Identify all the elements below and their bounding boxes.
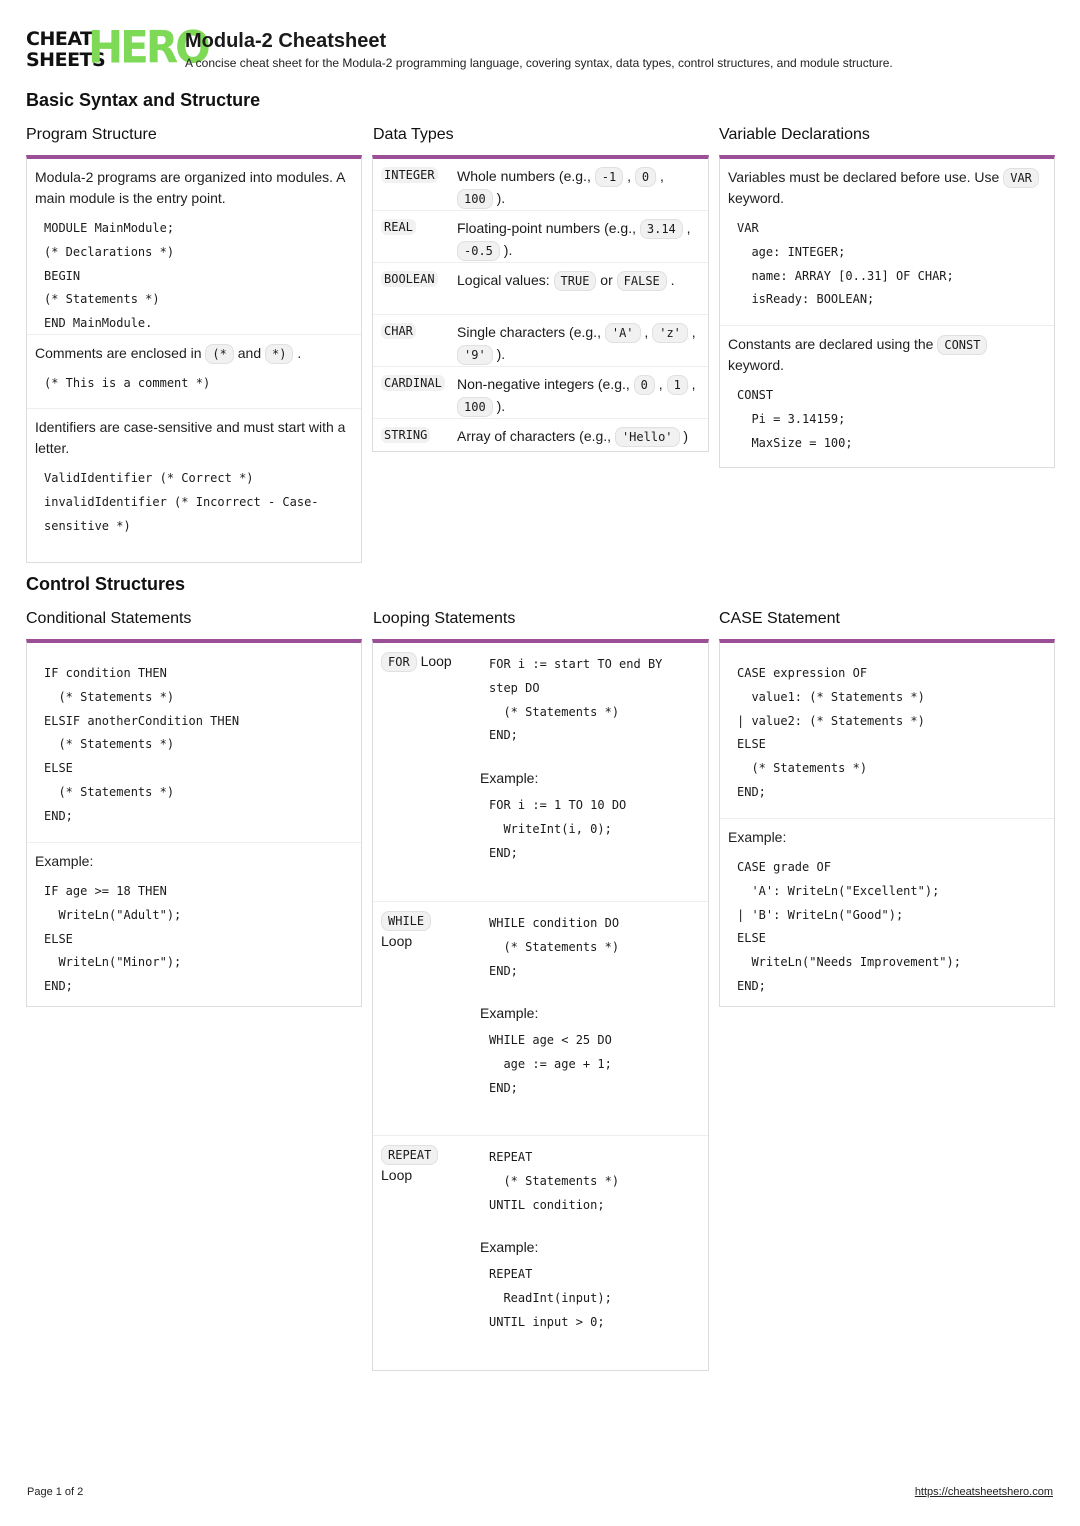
loop-key-repeat: REPEAT Loop xyxy=(381,1144,480,1335)
data-type-key-cardinal: CARDINAL xyxy=(381,373,457,414)
loop-body-repeat xyxy=(480,1144,700,1335)
conditional-example-label: Example: xyxy=(35,853,94,869)
code-var-declaration: VAR age: INTEGER; name: ARRAY [0..31] OF CHAR; isReady: BOOLEAN; xyxy=(737,221,954,307)
code-if-syntax: IF condition THEN (* Statements *) ELSIF anotherCondition THEN (* Statements *) ELSE (* Statements *) END; xyxy=(44,666,240,823)
logo-line-cheat: CHEAT xyxy=(26,28,93,50)
code-repeat-example: REPEAT ReadInt(input); UNTIL input > 0; xyxy=(489,1267,612,1329)
const-text: Constants are declared using the CONST keyword. xyxy=(728,334,1046,376)
loop-body-for xyxy=(480,651,700,891)
data-type-row-real xyxy=(373,211,708,263)
loop-row-repeat xyxy=(373,1136,708,1345)
code-while-example: WHILE age < 25 DO age := age + 1; END; xyxy=(489,1033,612,1095)
variables-row-var xyxy=(720,159,1054,326)
card-case xyxy=(719,639,1055,1007)
code-if-example: IF age >= 18 THEN WriteLn("Adult"); ELSE WriteLn("Minor"); END; xyxy=(44,884,182,994)
loop-key-for: FOR Loop xyxy=(381,651,480,891)
loop-body-while xyxy=(480,910,700,1125)
code-const-declaration: CONST Pi = 3.14159; MaxSize = 100; xyxy=(737,388,853,450)
section-title-basic: Basic Syntax and Structure xyxy=(26,90,261,110)
var-text: Variables must be declared before use. Use VAR keyword. xyxy=(728,167,1046,209)
case-example-label: Example: xyxy=(728,829,787,845)
identifiers-text: Identifiers are case-sensitive and must start with a letter. xyxy=(35,419,346,456)
code-repeat-syntax: REPEAT (* Statements *) UNTIL condition; xyxy=(489,1150,620,1212)
code-case-example: CASE grade OF 'A': WriteLn("Excellent"); | 'B': WriteLn("Good"); ELSE WriteLn("Needs Improvement"); END; xyxy=(737,860,961,993)
page-number: Page 1 of 2 xyxy=(27,1486,84,1498)
loop-row-for xyxy=(373,643,708,902)
data-type-desc-string: Array of characters (e.g., 'Hello' ) xyxy=(457,425,700,447)
case-row-syntax xyxy=(720,643,1054,819)
conditional-row-syntax xyxy=(27,643,361,843)
card-looping xyxy=(372,639,709,1371)
data-type-desc-integer: Whole numbers (e.g., -1 , 0 , 100 ). xyxy=(457,165,700,206)
cheatsheets-hero-logo[interactable] xyxy=(26,21,208,74)
card-program-structure xyxy=(26,155,362,563)
while-example-label: Example: xyxy=(480,1005,539,1022)
data-type-key-real: REAL xyxy=(381,217,457,258)
data-type-key-string: STRING xyxy=(381,425,457,447)
var-chip: VAR xyxy=(1003,168,1039,188)
comment-close-chip: *) xyxy=(265,344,293,364)
data-type-row-cardinal xyxy=(373,367,708,419)
logo-hero: HERO xyxy=(88,21,208,74)
data-type-key-integer: INTEGER xyxy=(381,165,457,206)
data-type-row-char xyxy=(373,315,708,367)
data-type-desc-boolean: Logical values: TRUE or FALSE . xyxy=(457,269,700,310)
card-data-types xyxy=(372,155,709,452)
data-type-row-boolean xyxy=(373,263,708,315)
for-example-label: Example: xyxy=(480,770,539,787)
repeat-example-label: Example: xyxy=(480,1239,539,1256)
conditional-row-example xyxy=(27,843,361,1007)
card-title-program-structure: Program Structure xyxy=(26,126,157,143)
program-structure-row-identifiers xyxy=(27,409,361,546)
footer-link[interactable]: https://cheatsheetshero.com xyxy=(914,1486,1053,1498)
code-comment-example: (* This is a comment *) xyxy=(44,376,211,390)
card-title-variable-declarations: Variable Declarations xyxy=(719,126,870,143)
page-title: Modula-2 Cheatsheet xyxy=(185,30,387,52)
code-main-module: MODULE MainModule; (* Declarations *) BEGIN (* Statements *) END MainModule. xyxy=(44,221,175,331)
data-type-key-char: CHAR xyxy=(381,321,457,362)
data-type-desc-cardinal: Non-negative integers (e.g., 0 , 1 , 100 ). xyxy=(457,373,700,414)
loop-row-while xyxy=(373,902,708,1136)
page-subtitle: A concise cheat sheet for the Modula-2 programming language, covering syntax, data types, control structures, and module structure. xyxy=(185,56,893,70)
code-case-syntax: CASE expression OF value1: (* Statements *) | value2: (* Statements *) ELSE (* Statements *) END; xyxy=(737,666,925,799)
variables-row-const xyxy=(720,326,1054,463)
card-conditional xyxy=(26,639,362,1007)
comment-open-chip: (* xyxy=(205,344,233,364)
program-structure-row-modules xyxy=(27,159,361,335)
data-type-desc-char: Single characters (e.g., 'A' , 'z' , '9' ). xyxy=(457,321,700,362)
card-title-looping: Looping Statements xyxy=(373,610,516,627)
section-title-control: Control Structures xyxy=(26,574,186,594)
data-type-key-boolean: BOOLEAN xyxy=(381,269,457,310)
loop-key-while: WHILE Loop xyxy=(381,910,480,1125)
comments-text: Comments are enclosed in (* and *) . xyxy=(35,343,353,364)
code-for-example: FOR i := 1 TO 10 DO WriteInt(i, 0); END; xyxy=(489,798,627,860)
logo-line-sheets: SHEETS xyxy=(26,49,106,71)
const-chip: CONST xyxy=(937,335,987,355)
card-title-conditional: Conditional Statements xyxy=(26,610,192,627)
code-for-syntax: FOR i := start TO end BY step DO (* Statements *) END; xyxy=(489,657,663,743)
case-row-example xyxy=(720,819,1054,1007)
card-title-data-types: Data Types xyxy=(373,126,454,143)
program-structure-text: Modula-2 programs are organized into modules. A main module is the entry point. xyxy=(35,169,345,206)
data-type-row-string xyxy=(373,419,708,451)
code-identifiers: ValidIdentifier (* Correct *) invalidIdentifier (* Incorrect - Case- sensitive *) xyxy=(44,471,319,533)
data-type-row-integer xyxy=(373,159,708,211)
card-title-case: CASE Statement xyxy=(719,610,840,627)
data-type-desc-real: Floating-point numbers (e.g., 3.14 , -0.5 ). xyxy=(457,217,700,258)
card-variable-declarations xyxy=(719,155,1055,468)
program-structure-row-comments xyxy=(27,335,361,409)
code-while-syntax: WHILE condition DO (* Statements *) END; xyxy=(489,916,620,978)
page-header xyxy=(26,21,1056,74)
